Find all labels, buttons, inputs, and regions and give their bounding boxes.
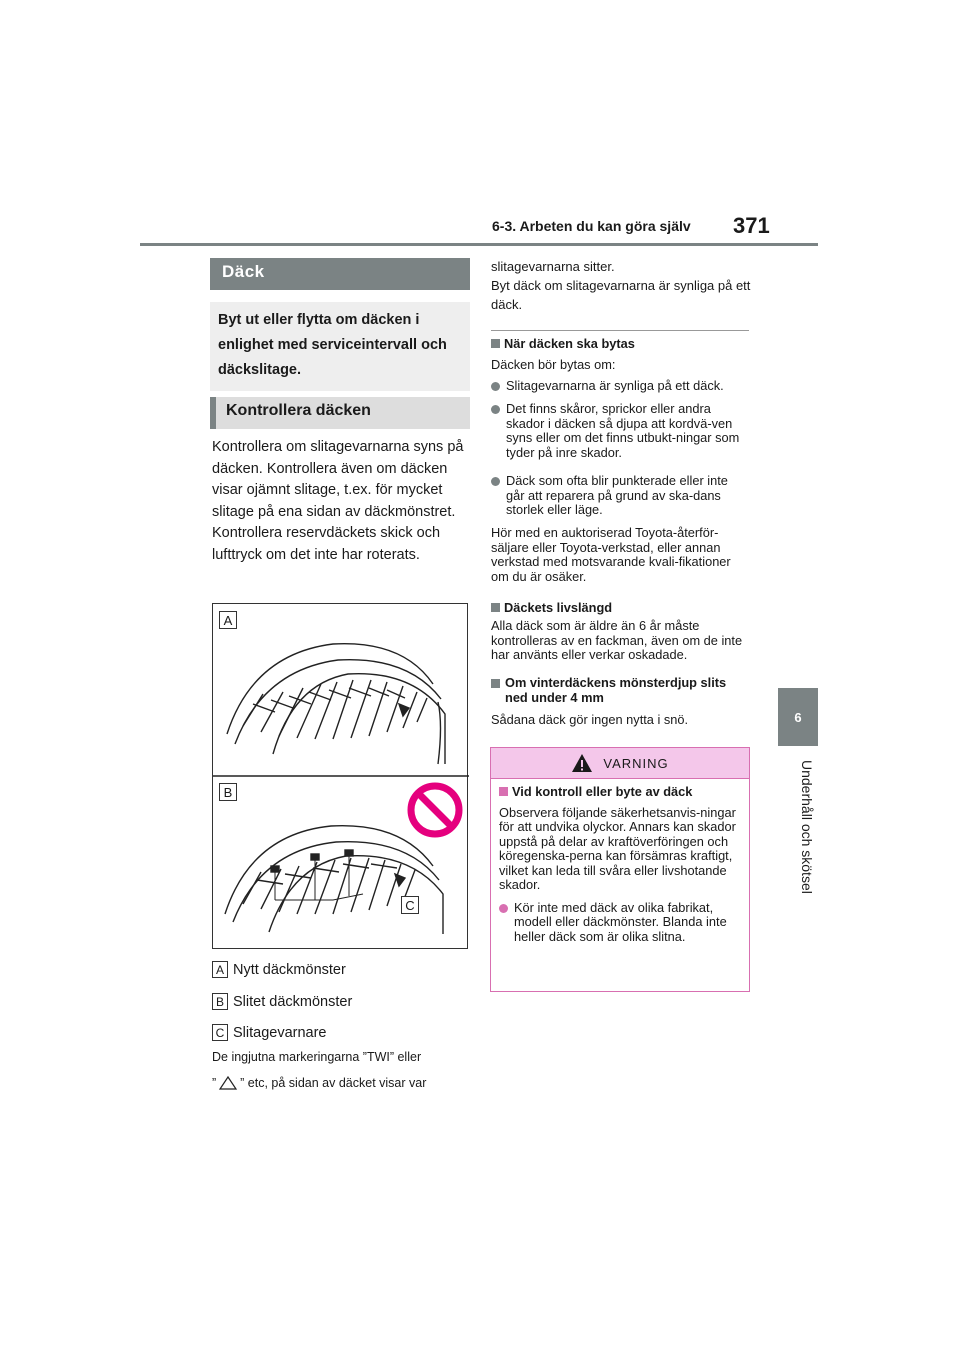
right-divider (491, 330, 749, 331)
figure-label-b: B (219, 783, 237, 801)
winter-text: Sådana däck gör ingen nytta i snö. (491, 712, 689, 727)
when-intro: Däcken bör bytas om: (491, 357, 616, 372)
body-paragraph-2: Kontrollera reservdäckets skick och lufttryck om det inte har roterats. (212, 525, 441, 563)
warning-title: VARNING (603, 755, 669, 771)
right-intro (491, 257, 751, 314)
replace-note: Byt däck om slitagevarnarna är synliga på ett däck. (491, 278, 751, 312)
legend-text-c: Slitagevarnare (233, 1024, 327, 1041)
twi-note-line-1: De ingjutna markeringarna ”TWI” eller (212, 1050, 422, 1064)
body-text (212, 437, 474, 566)
left-column (210, 258, 470, 391)
when-bullet-2 (491, 402, 749, 460)
warning-header (491, 748, 749, 779)
when-title (491, 336, 751, 351)
chapter-tab: 6 (778, 688, 818, 746)
when-bullet-3-text: Däck som ofta blir punkterade eller inte går att reparera på grund av ska-dans storlek eller läge. (506, 473, 728, 517)
circle-bullet-icon (499, 904, 508, 913)
tire-tread-figure (212, 603, 468, 949)
warning-triangle-icon (571, 753, 593, 773)
subsection-title: Kontrollera däcken (210, 397, 470, 429)
twi-note-line-2 (212, 1075, 426, 1091)
life-title (491, 600, 751, 615)
new-tread-tire-icon (227, 644, 445, 764)
when-title-text: När däcken ska bytas (504, 336, 635, 351)
warning-bullet (499, 901, 741, 945)
when-footer: Hör med en auktoriserad Toyota-återför-säljare eller Toyota-verkstad, eller annan verkstad med motsvarande kvali-fikationer om du är osäker. (491, 525, 731, 584)
legend-item-b (212, 993, 352, 1010)
twi-quote-open: ” (212, 1076, 217, 1090)
life-text: Alla däck som är äldre än 6 år måste kontrolleras av en fackman, även om de inte har använts eller verkar oskadade. (491, 618, 743, 662)
warning-bullet-text: Kör inte med däck av olika fabrikat, modell eller däckmönster. Blanda inte heller däck som är olika slitna. (514, 899, 727, 944)
worn-tread-tire-icon (225, 826, 443, 934)
legend-key-c: C (212, 1024, 228, 1041)
winter-title (491, 676, 751, 705)
legend-key-b: B (212, 993, 228, 1010)
header-divider (140, 243, 818, 246)
section-title: Däck (210, 258, 470, 290)
when-bullet-2-text: Det finns skåror, sprickor eller andra skador i däcken så djupa att kordvä-ven syns eller om det finns utbukt-ningar som tyder på inre skador. (506, 401, 740, 460)
warning-subtitle-text: Vid kontroll eller byte av däck (512, 784, 693, 799)
square-bullet-icon (491, 603, 500, 612)
when-bullet-3 (491, 474, 749, 518)
triangle-mark-icon (218, 1075, 238, 1091)
warning-body (491, 779, 749, 948)
legend-item-c (212, 1024, 327, 1041)
warning-text: Observera följande säkerhetsanvis-ningar för att undvika olyckor. Annars kan skador uppstå på delar av kraftöverföringen och köregenska-perna kan försämras kraftigt, vilket kan leda till svåra eller livshotande skador. (499, 804, 736, 892)
summary-box: Byt ut eller flytta om däcken i enlighet med serviceintervall och däckslitage. (210, 302, 470, 391)
circle-bullet-icon (491, 405, 500, 414)
body-paragraph-1: Kontrollera om slitagevarnarna syns på däcken. Kontrollera även om däcken visar ojämnt slitage, t.ex. för mycket slitage på ena sidan av däckmönstret. (212, 439, 464, 520)
twi-continued-text: slitagevarnarna sitter. (491, 259, 615, 274)
twi-note-rest: ” etc, på sidan av däcket visar var (240, 1076, 427, 1090)
square-bullet-icon (491, 339, 500, 348)
winter-title-text: Om vinterdäckens mönsterdjup slits ned under 4 mm (505, 675, 727, 705)
square-bullet-icon (499, 787, 508, 796)
warning-subtitle (499, 785, 741, 800)
legend-item-a (212, 961, 346, 978)
figure-label-a: A (219, 611, 237, 629)
circle-bullet-icon (491, 477, 500, 486)
circle-bullet-icon (491, 382, 500, 391)
chapter-label: Underhåll och skötsel (799, 760, 815, 894)
legend-key-a: A (212, 961, 228, 978)
when-bullet-1-text: Slitagevarnarna är synliga på ett däck. (506, 378, 724, 393)
tire-illustration (213, 604, 469, 950)
square-bullet-icon (491, 679, 500, 688)
legend-text-b: Slitet däckmönster (233, 993, 353, 1010)
warning-box (490, 747, 750, 992)
when-bullet-1 (491, 379, 749, 394)
figure-label-c: C (401, 896, 419, 914)
page-number: 371 (733, 213, 770, 238)
legend-text-a: Nytt däckmönster (233, 961, 346, 978)
prohibition-icon (411, 786, 459, 834)
section-header: 6-3. Arbeten du kan göra själv (492, 218, 691, 234)
life-title-text: Däckets livslängd (504, 600, 613, 615)
